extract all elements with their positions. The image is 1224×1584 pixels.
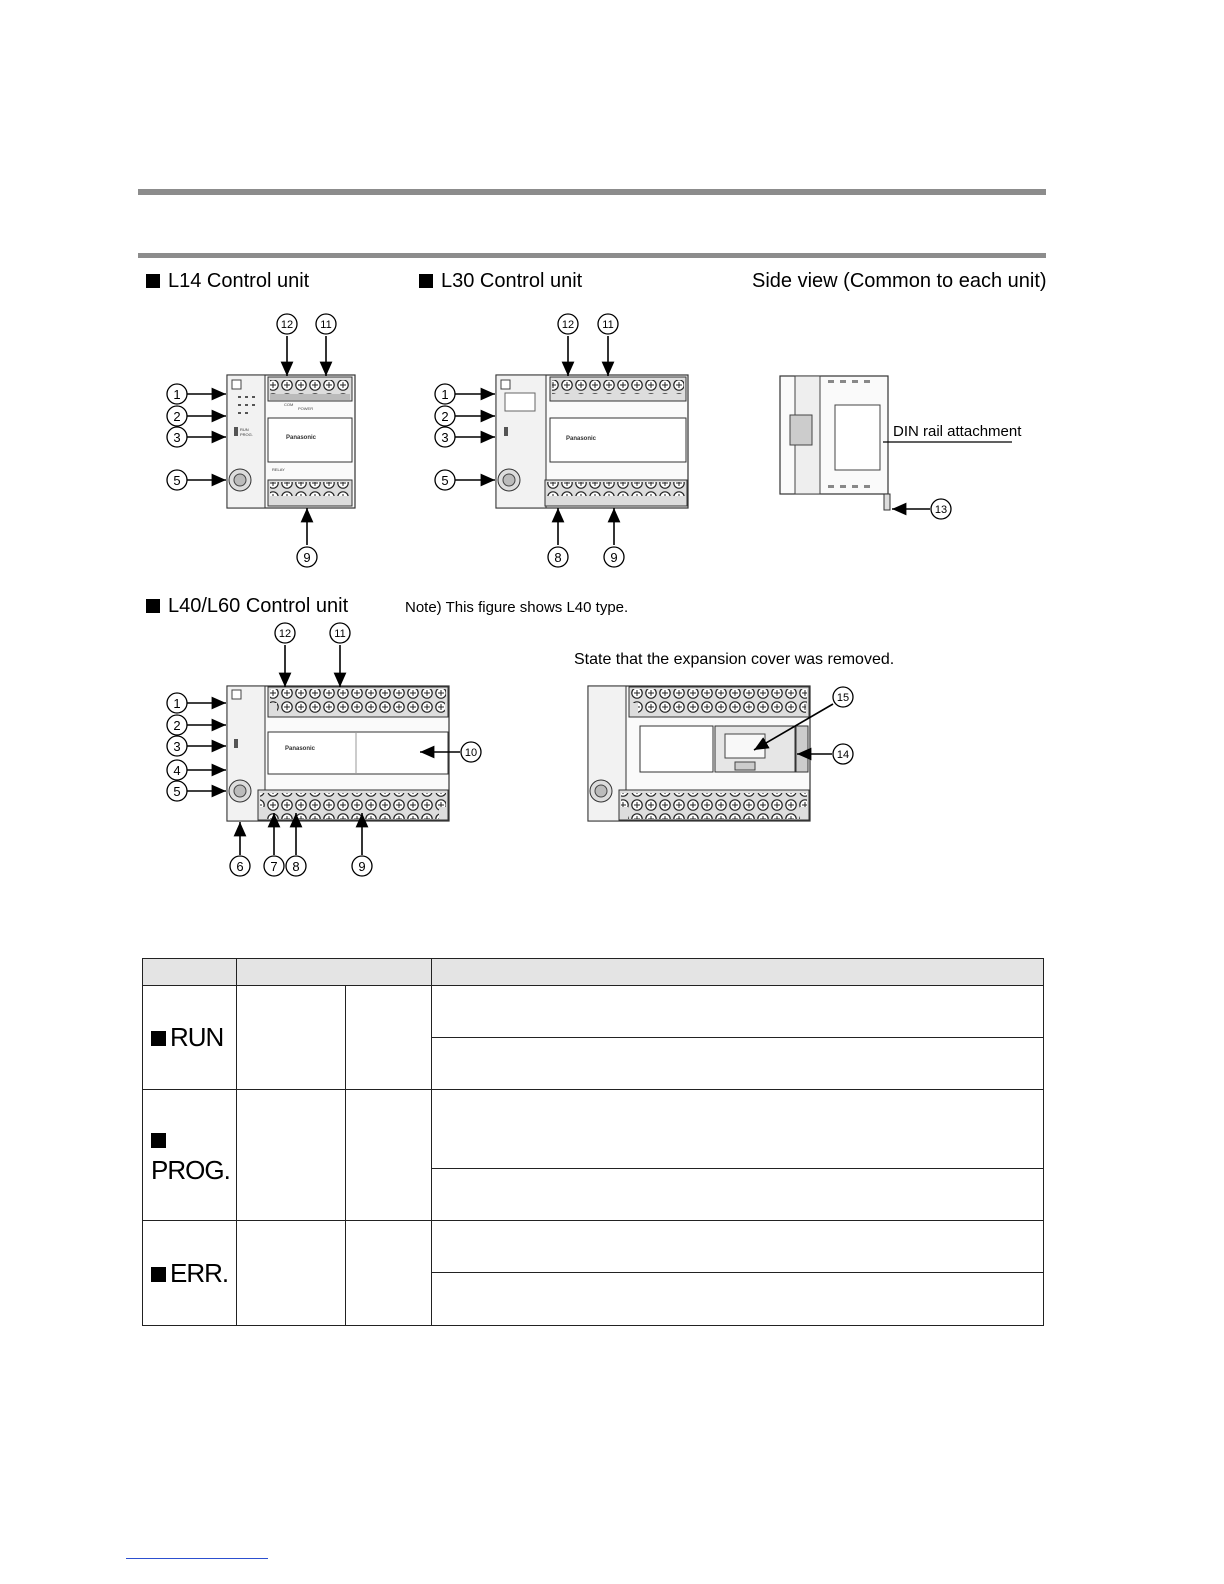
l14-title: L14 Control unit xyxy=(146,270,309,293)
callout-9: 9 xyxy=(358,859,366,874)
l30-title: L30 Control unit xyxy=(419,270,582,293)
callout-3: 3 xyxy=(173,430,181,445)
expansion-caption: State that the expansion cover was removed. xyxy=(574,651,895,668)
callout-3: 3 xyxy=(441,430,449,445)
expansion-unit xyxy=(588,686,810,821)
callout-12: 12 xyxy=(280,319,294,331)
callout-9: 9 xyxy=(610,550,618,565)
callout-4: 4 xyxy=(173,763,181,778)
table-row xyxy=(143,1090,1044,1169)
table-header-cell xyxy=(431,959,1043,986)
svg-text:RUN: RUN xyxy=(240,427,249,432)
table-row xyxy=(143,986,1044,1038)
footer-link-line[interactable] xyxy=(126,1558,268,1559)
square-bullet-icon xyxy=(151,1267,166,1282)
callout-9: 9 xyxy=(303,550,311,565)
callout-5: 5 xyxy=(173,784,181,799)
svg-text:PROG.: PROG. xyxy=(240,432,253,437)
svg-text:RELAY: RELAY xyxy=(272,467,285,472)
callout-8: 8 xyxy=(292,859,300,874)
mode-table xyxy=(142,958,1044,1326)
callout-11: 11 xyxy=(602,319,614,331)
callout-13: 13 xyxy=(934,504,948,516)
callout-11: 11 xyxy=(320,319,332,331)
svg-text:Panasonic: Panasonic xyxy=(286,435,317,441)
callout-1: 1 xyxy=(173,387,181,402)
table-row xyxy=(143,1221,1044,1273)
svg-text:COM: COM xyxy=(284,402,294,407)
l40-note: Note) This figure shows L40 type. xyxy=(405,599,629,616)
callout-1: 1 xyxy=(441,387,449,402)
table-header-cell xyxy=(236,959,431,986)
callout-3: 3 xyxy=(173,739,181,754)
mode-prog-cell: PROG. xyxy=(143,1090,237,1221)
l40-title: L40/L60 Control unit xyxy=(146,595,348,618)
callout-2: 2 xyxy=(441,409,449,424)
side-view-title: Side view (Common to each unit) xyxy=(752,270,1047,292)
svg-text:Panasonic: Panasonic xyxy=(285,746,316,752)
callout-5: 5 xyxy=(173,473,181,488)
svg-text:POWER: POWER xyxy=(298,406,314,411)
callout-1: 1 xyxy=(173,696,181,711)
l30-unit xyxy=(496,375,688,508)
mode-run-cell: RUN xyxy=(143,986,237,1090)
callout-8: 8 xyxy=(554,550,562,565)
callout-7: 7 xyxy=(270,859,278,874)
l40-unit xyxy=(227,686,449,821)
table-header-cell xyxy=(143,959,237,986)
callout-11: 11 xyxy=(334,628,346,640)
callout-2: 2 xyxy=(173,718,181,733)
table-header-row xyxy=(143,959,1044,986)
callout-5: 5 xyxy=(441,473,449,488)
square-bullet-icon xyxy=(151,1133,166,1148)
callout-14: 14 xyxy=(836,749,850,761)
callout-12: 12 xyxy=(278,628,292,640)
callout-15: 15 xyxy=(836,692,850,704)
l14-unit xyxy=(227,375,355,508)
square-bullet-icon xyxy=(151,1031,166,1046)
callout-10: 10 xyxy=(464,747,478,759)
callout-12: 12 xyxy=(561,319,575,331)
svg-text:Panasonic: Panasonic xyxy=(566,436,597,442)
side-view-unit xyxy=(780,376,890,510)
din-rail-label: DIN rail attachment xyxy=(893,423,1022,440)
mode-err-cell: ERR. xyxy=(143,1221,237,1326)
callout-6: 6 xyxy=(236,859,244,874)
callout-2: 2 xyxy=(173,409,181,424)
